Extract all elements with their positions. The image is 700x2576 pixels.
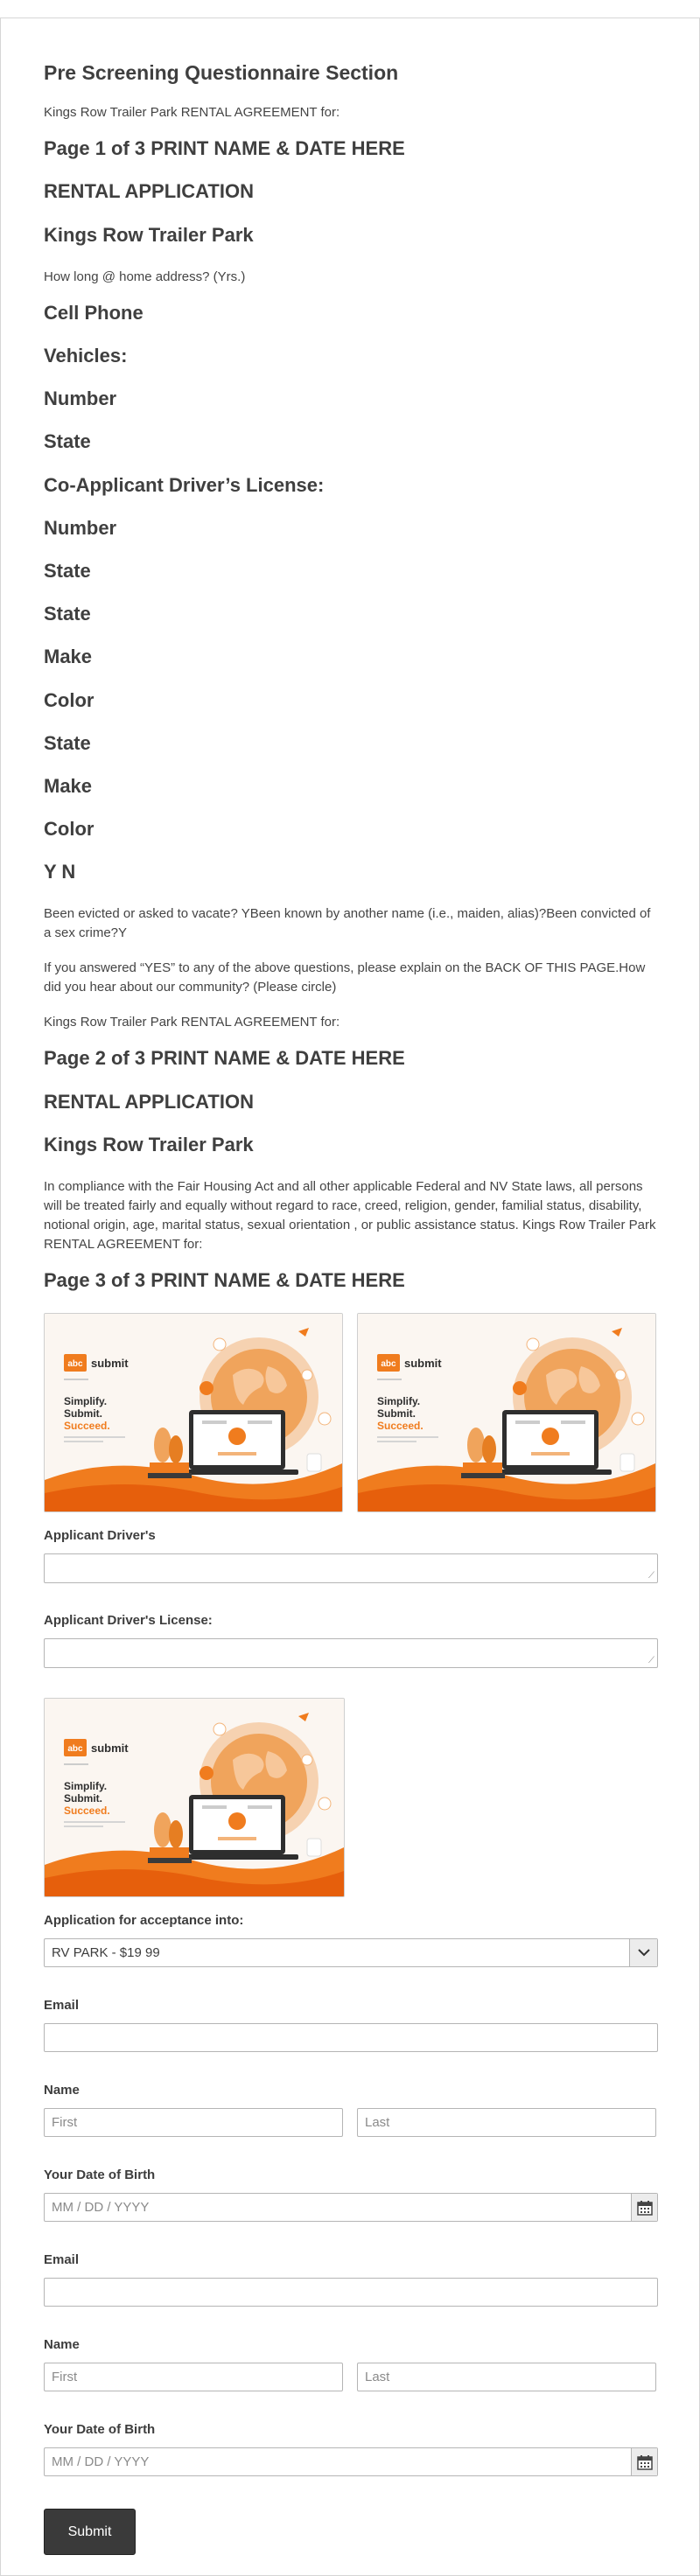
- promo-illustration: [45, 1699, 344, 1896]
- dob-label: Your Date of Birth: [44, 2168, 156, 2183]
- section-heading: Page 2 of 3 PRINT NAME & DATE HERE: [44, 1047, 405, 1070]
- name-label: Name: [44, 2083, 80, 2098]
- section-text: Kings Row Trailer Park RENTAL AGREEMENT for:: [44, 105, 340, 121]
- section-heading: Make: [44, 774, 93, 797]
- promo-illustration: [45, 1314, 343, 1511]
- section-text: Kings Row Trailer Park RENTAL AGREEMENT for:: [44, 1015, 340, 1030]
- image-row-1: [44, 1313, 656, 1512]
- acceptance-select[interactable]: [44, 1938, 658, 1967]
- section-text: In compliance with the Fair Housing Act and all other applicable Federal and NV State laws, all persons will be treated fairly and equally without regard to race, creed, religion, gender, familial status, disability, notional origin, age, marital status, sexual orientation , or public assistance status. Kings Row Trailer Park RENTAL AGREEMENT for:: [44, 1179, 656, 1253]
- dob-input[interactable]: [44, 2193, 658, 2222]
- dob-placeholder: MM / DD / YYYY: [52, 2200, 150, 2216]
- section-heading: Color: [44, 818, 94, 841]
- section-heading: Co-Applicant Driver’s License:: [44, 473, 325, 496]
- dob-input[interactable]: [44, 2447, 658, 2476]
- svg-text:submit: submit: [91, 1357, 129, 1371]
- svg-text:Simplify.: Simplify.: [64, 1395, 108, 1408]
- section-heading: RENTAL APPLICATION: [44, 180, 254, 203]
- svg-text:Submit.: Submit.: [377, 1407, 416, 1421]
- chevron-down-icon[interactable]: [629, 1939, 657, 1966]
- email-field[interactable]: [44, 2278, 658, 2307]
- svg-text:Succeed.: Succeed.: [64, 1805, 110, 1818]
- svg-text:submit: submit: [404, 1357, 442, 1371]
- section-heading: Vehicles:: [44, 345, 128, 367]
- section-heading: State: [44, 430, 91, 453]
- svg-text:Submit.: Submit.: [64, 1792, 102, 1805]
- section-heading: Number: [44, 387, 117, 410]
- svg-text:abc: abc: [67, 1744, 83, 1755]
- section-heading: Kings Row Trailer Park: [44, 223, 254, 246]
- section-heading: State: [44, 559, 91, 582]
- promo-image: [44, 1698, 345, 1897]
- section-heading: Y N: [44, 861, 76, 883]
- name-label: Name: [44, 2337, 80, 2353]
- promo-illustration: [358, 1314, 656, 1511]
- section-heading: State: [44, 603, 91, 625]
- svg-text:Simplify.: Simplify.: [64, 1780, 108, 1793]
- section-text: How long @ home address? (Yrs.): [44, 269, 246, 284]
- last-name-input[interactable]: Last: [357, 2363, 656, 2391]
- resize-grip-icon[interactable]: ⟋: [648, 1571, 654, 1581]
- promo-image: [44, 1313, 343, 1512]
- acceptance-label: Application for acceptance into:: [44, 1913, 244, 1929]
- svg-text:submit: submit: [91, 1742, 129, 1756]
- section-text: If you answered “YES” to any of the above questions, please explain on the BACK OF THIS PAGE.How did you hear about our community? (Please circle): [44, 960, 646, 995]
- svg-text:abc: abc: [67, 1359, 83, 1370]
- form-card: [0, 17, 700, 2576]
- name-row: [44, 2108, 656, 2137]
- section-heading: Color: [44, 688, 94, 711]
- section-title: Pre Screening Questionnaire Section: [44, 61, 399, 84]
- email-label: Email: [44, 2252, 80, 2268]
- section-heading: RENTAL APPLICATION: [44, 1090, 254, 1113]
- calendar-icon[interactable]: [631, 2448, 657, 2475]
- section-heading: Cell Phone: [44, 301, 144, 324]
- section-heading: Page 1 of 3 PRINT NAME & DATE HERE: [44, 137, 405, 160]
- applicant-license-textarea[interactable]: [44, 1638, 658, 1668]
- dob-label: Your Date of Birth: [44, 2422, 156, 2438]
- acceptance-selected-value: RV PARK - $19 99: [52, 1945, 160, 1961]
- promo-image: [357, 1313, 656, 1512]
- applicant-drivers-textarea[interactable]: [44, 1553, 658, 1583]
- email-label: Email: [44, 1998, 80, 2014]
- section-text: Been evicted or asked to vacate? YBeen known by another name (i.e., maiden, alias)?Been convicted of a sex crime?Y: [44, 906, 651, 941]
- applicant-drivers-label: Applicant Driver's: [44, 1528, 156, 1544]
- submit-button[interactable]: Submit: [44, 2509, 136, 2555]
- section-heading: Kings Row Trailer Park: [44, 1133, 254, 1155]
- svg-text:abc: abc: [381, 1359, 396, 1370]
- first-name-input[interactable]: First: [44, 2108, 343, 2137]
- section-heading: Make: [44, 646, 93, 668]
- last-name-input[interactable]: Last: [357, 2108, 656, 2137]
- svg-text:Submit.: Submit.: [64, 1407, 102, 1421]
- name-row: [44, 2363, 656, 2391]
- section-heading: Number: [44, 516, 117, 539]
- section-heading: State: [44, 731, 91, 754]
- image-row-2: [44, 1698, 656, 1897]
- email-field[interactable]: [44, 2023, 658, 2052]
- svg-text:Simplify.: Simplify.: [377, 1395, 421, 1408]
- resize-grip-icon[interactable]: ⟋: [648, 1656, 654, 1666]
- svg-text:Succeed.: Succeed.: [377, 1420, 424, 1433]
- first-name-input[interactable]: First: [44, 2363, 343, 2391]
- questionnaire-content: [44, 103, 656, 1291]
- calendar-icon[interactable]: [631, 2194, 657, 2221]
- dob-placeholder: MM / DD / YYYY: [52, 2454, 150, 2470]
- svg-text:Succeed.: Succeed.: [64, 1420, 110, 1433]
- applicant-license-label: Applicant Driver's License:: [44, 1613, 213, 1629]
- section-heading: Page 3 of 3 PRINT NAME & DATE HERE: [44, 1269, 405, 1292]
